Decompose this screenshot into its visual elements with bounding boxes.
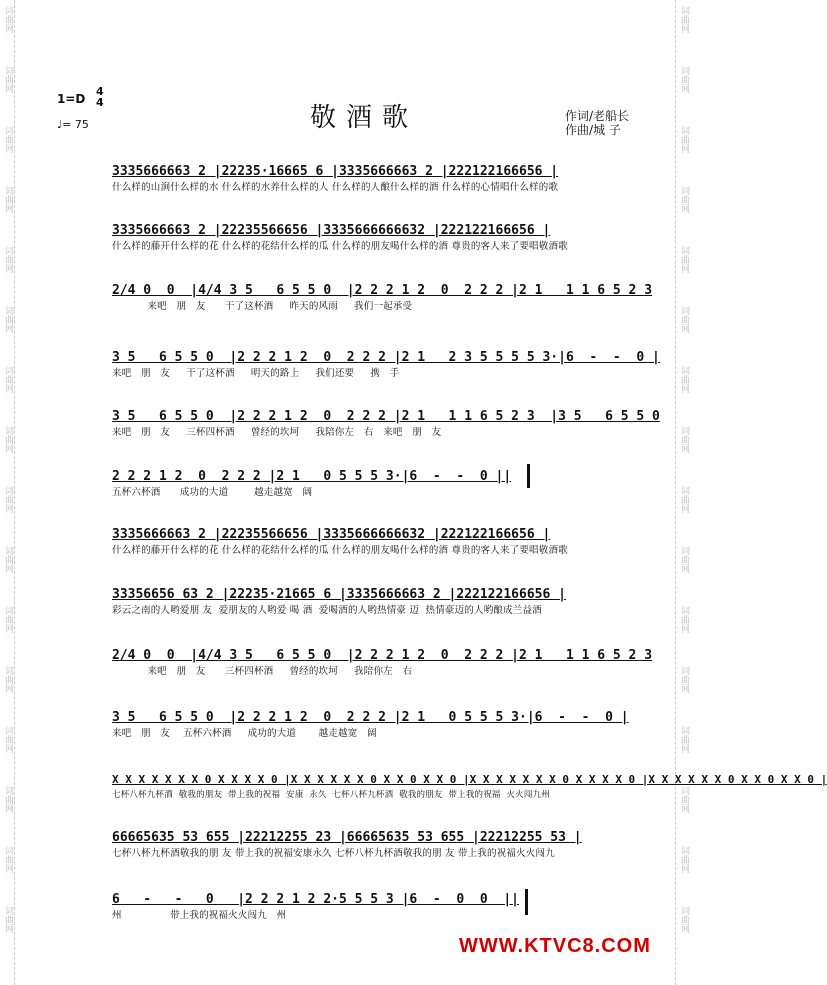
notation-line: 3 5 6 5 5 0 |2 2 2 1 2 0 2 2 2 |2 1 2 3 5 5 5 5 3·|6 - - 0 | [112, 350, 660, 365]
score-row-13 [112, 891, 632, 922]
meter-bottom: 4 [96, 96, 104, 109]
score-row-1 [112, 163, 632, 194]
time-signature [96, 86, 104, 108]
watermark-left-7: 词曲网 [3, 366, 13, 393]
lyrics-line: 七杯八杯九杯酒 敬我的朋友 带上我的祝福 安康 永久 七杯八杯九杯酒 敬我的朋友 带上我的祝福 火火闯九州 [112, 790, 550, 800]
watermark-right-5: 词曲网 [679, 246, 689, 273]
watermark-left-5: 词曲网 [3, 246, 13, 273]
score-row-12 [112, 829, 632, 860]
watermark-left-3: 词曲网 [3, 126, 13, 153]
final-barline [527, 464, 530, 488]
notation-line: X X X X X X X 0 X X X X 0 |X X X X X X 0 X X 0 X X 0 |X X X X X X X 0 X X X X 0 |X X X X X X 0 X X 0 X X 0 | [112, 773, 827, 786]
watermark-right-15: 词曲网 [679, 846, 689, 873]
watermark-right-1: 词曲网 [679, 6, 689, 33]
watermark-left-14: 词曲网 [3, 786, 13, 813]
lyrics-line: 来吧 朋 友 干了这杯酒 昨天的风雨 我们一起承受 [112, 301, 413, 312]
lyrics-line: 五杯六杯酒 成功的大道 越走越宽 阔 [112, 487, 313, 498]
watermark-right-6: 词曲网 [679, 306, 689, 333]
lyrics-line: 来吧 朋 友 五杯六杯酒 成功的大道 越走越宽 阔 [112, 728, 377, 739]
notation-line: 2/4 0 0 |4/4 3 5 6 5 5 0 |2 2 2 1 2 0 2 2 2 |2 1 1 1 6 5 2 3 [112, 283, 653, 298]
watermark-right-3: 词曲网 [679, 126, 689, 153]
watermark-right-9: 词曲网 [679, 486, 689, 513]
notation-line: 3335666663 2 |22235566656 |3335666666632 |222122166656 | [112, 527, 551, 542]
lyrics-line: 七杯八杯九杯酒敬我的朋 友 带上我的祝福安康永久 七杯八杯九杯酒敬我的朋 友 带上我的祝福火火闯九 [112, 848, 555, 859]
lyrics-line: 来吧 朋 友 三杯四杯酒 曾经的坎坷 我陪你左 右 来吧 朋 友 [112, 427, 442, 438]
score-row-9 [112, 647, 653, 678]
score-row-4 [112, 349, 660, 380]
score-row-2 [112, 222, 632, 253]
composer: 作曲/城 子 [565, 123, 621, 137]
watermark-right-11: 词曲网 [679, 606, 689, 633]
score-row-7 [112, 526, 632, 557]
watermark-right-10: 词曲网 [679, 546, 689, 573]
lyricist: 作词/老船长 [565, 109, 630, 123]
score-row-6 [112, 468, 632, 499]
notation-line: 6 - - 0 |2 2 2 1 2 2·5 5 5 3 |6 - 0 0 || [112, 892, 519, 907]
lyrics-line: 什么样的藤开什么样的花 什么样的花结什么样的瓜 什么样的朋友喝什么样的酒 尊贵的客人来了要唱敬酒歌 [112, 241, 568, 252]
meter-top: 4 [96, 85, 104, 98]
watermark-left-9: 词曲网 [3, 486, 13, 513]
score-row-5 [112, 408, 660, 439]
notation-line: 3335666663 2 |22235566656 |3335666666632 |222122166656 | [112, 223, 551, 238]
score-row-10 [112, 709, 632, 740]
watermark-left-4: 词曲网 [3, 186, 13, 213]
score-row-3 [112, 282, 653, 313]
watermark-left-1: 词曲网 [3, 6, 13, 33]
watermark-left-11: 词曲网 [3, 606, 13, 633]
score-row-8 [112, 586, 632, 617]
notation-line: 2 2 2 1 2 0 2 2 2 |2 1 0 5 5 5 3·|6 - - 0 || [112, 469, 512, 484]
notation-line: 2/4 0 0 |4/4 3 5 6 5 5 0 |2 2 2 1 2 0 2 2 2 |2 1 1 1 6 5 2 3 [112, 648, 653, 663]
watermark-right-12: 词曲网 [679, 666, 689, 693]
watermark-left-2: 词曲网 [3, 66, 13, 93]
notation-line: 3 5 6 5 5 0 |2 2 2 1 2 0 2 2 2 |2 1 1 1 6 5 2 3 |3 5 6 5 5 0 [112, 409, 660, 424]
final-barline [525, 889, 528, 915]
song-title: 敬酒歌 [310, 103, 419, 133]
watermark-left-10: 词曲网 [3, 546, 13, 573]
watermark-left-16: 词曲网 [3, 906, 13, 933]
watermark-right-13: 词曲网 [679, 726, 689, 753]
watermark-right-2: 词曲网 [679, 66, 689, 93]
notation-line: 3 5 6 5 5 0 |2 2 2 1 2 0 2 2 2 |2 1 0 5 5 5 3·|6 - - 0 | [112, 710, 629, 725]
website-watermark: WWW.KTVC8.COM [459, 935, 651, 957]
watermark-right-16: 词曲网 [679, 906, 689, 933]
key-signature: 1=D [57, 92, 86, 106]
notation-line: 3335666663 2 |22235·16665 6 |3335666663 2 |222122166656 | [112, 164, 559, 179]
lyrics-line: 彩云之南的人哟爱朋 友 爱朋友的人哟爱 喝 酒 爱喝酒的人哟热情豪 迈 热情豪迈的人哟酿成兰益酒 [112, 605, 542, 616]
watermark-left-12: 词曲网 [3, 666, 13, 693]
watermark-right-14: 词曲网 [679, 786, 689, 813]
watermark-left-6: 词曲网 [3, 306, 13, 333]
lyrics-line: 什么样的藤开什么样的花 什么样的花结什么样的瓜 什么样的朋友喝什么样的酒 尊贵的客人来了要唱敬酒歌 [112, 545, 568, 556]
lyrics-line: 什么样的山涧什么样的水 什么样的水养什么样的人 什么样的人酿什么样的酒 什么样的心情唱什么样的歌 [112, 182, 559, 193]
watermark-right-4: 词曲网 [679, 186, 689, 213]
credits [565, 109, 629, 137]
watermark-right-8: 词曲网 [679, 426, 689, 453]
watermark-left-8: 词曲网 [3, 426, 13, 453]
lyrics-line: 来吧 朋 友 三杯四杯酒 曾经的坎坷 我陪你左 右 [112, 666, 413, 677]
tempo-marking: ♩= 75 [57, 118, 89, 131]
watermark-left-13: 词曲网 [3, 726, 13, 753]
notation-line: 66665635 53 655 |22212255 23 |66665635 53 655 |22212255 53 | [112, 830, 582, 845]
lyrics-line: 州 带上我的祝福火火闯九 州 [112, 910, 287, 921]
notation-line: 33356656 63 2 |22235·21665 6 |3335666663 2 |222122166656 | [112, 587, 566, 602]
watermark-right-7: 词曲网 [679, 366, 689, 393]
watermark-left-15: 词曲网 [3, 846, 13, 873]
lyrics-line: 来吧 朋 友 干了这杯酒 明天的路上 我们还要 携 手 [112, 368, 400, 379]
